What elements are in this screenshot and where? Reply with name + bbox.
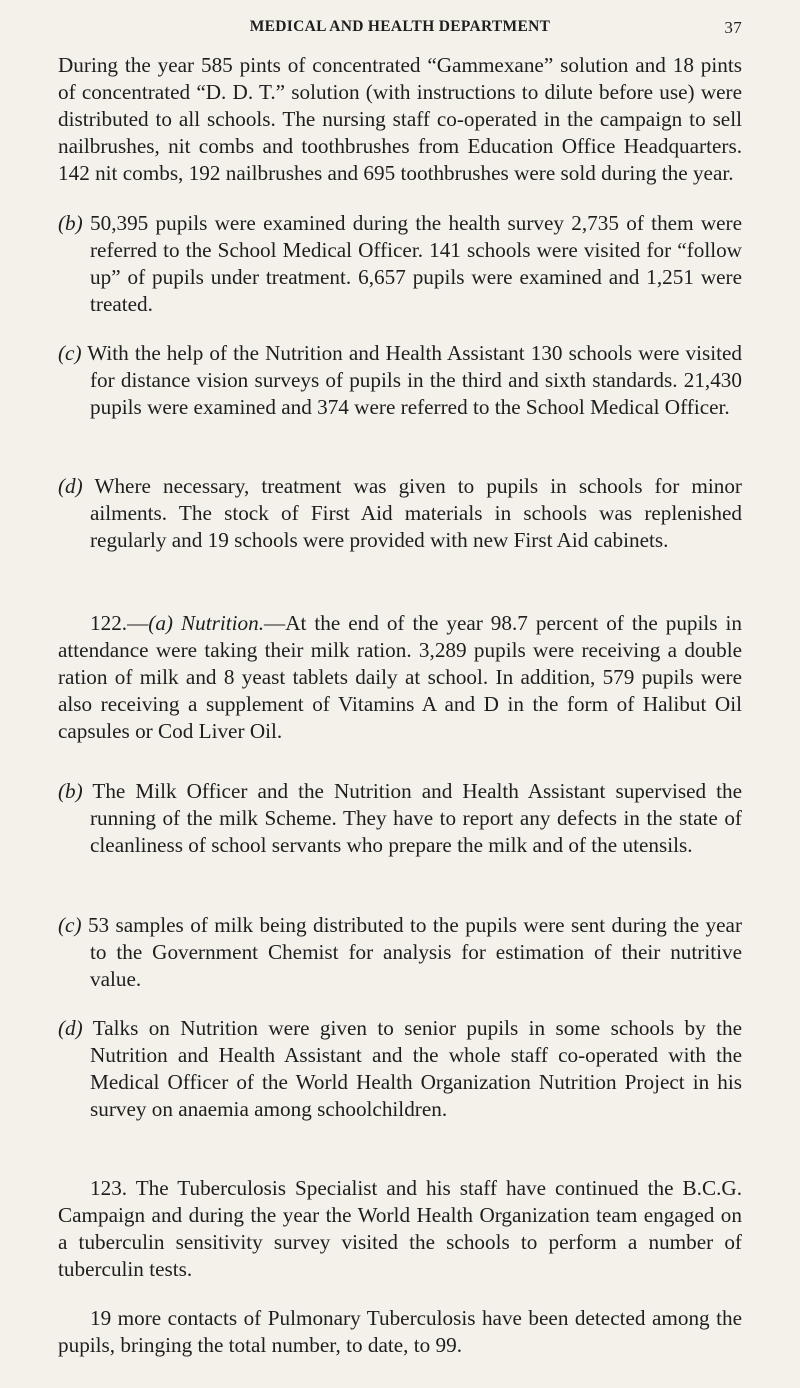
paragraph-text: With the help of the Nutrition and Health Assistant 130 schools were visited for distance vision surveys of pupils in the third and sixth standards. 21,430 pupils were examined and 374 were referred to the School Medical Officer. <box>87 341 742 419</box>
paragraph-text: 53 samples of milk being distributed to the pupils were sent during the year to the Government Chemist for analysis for estimation of their nutritive value. <box>87 913 743 991</box>
paragraph-text: 123. The Tuberculosis Specialist and his staff have continued the B.C.G. Campaign and during the year the World Health Organization team engaged on a tuberculin sensitivity survey visited the schools to perform a number of tuberculin tests. <box>58 1176 742 1281</box>
paragraph-label: (d) <box>58 1016 83 1040</box>
paragraph-text: During the year 585 pints of concentrated “Gammexane” solution and 18 pints of concentrated “D. D. T.” solution (with instructions to dilute before use) were distributed to all schools. The nursing staff co-operated in the campaign to sell nailbrushes, nit combs and toothbrushes from Education Office Headquarters. 142 nit combs, 192 nailbrushes and 695 toothbrushes were sold during the year. <box>58 53 742 185</box>
paragraph-text: Where necessary, treatment was given to pupils in schools for minor ailments. The stock of First Aid materials in schools was replenished regularly and 19 schools were provided with new First Aid cabinets. <box>90 474 742 552</box>
paragraph-label: (b) <box>58 779 83 803</box>
paragraph-label: (a) <box>148 611 173 635</box>
section-number: 122.— <box>90 611 149 635</box>
paragraph-gammexane <box>58 52 742 187</box>
paragraph-health-survey <box>58 210 742 318</box>
paragraph-label: (b) <box>58 211 83 235</box>
paragraph-text: 19 more contacts of Pulmonary Tuberculosis have been detected among the pupils, bringing the total number, to date, to 99. <box>58 1306 742 1357</box>
paragraph-nutrition-talks <box>58 1015 742 1123</box>
paragraph-tb-contacts <box>58 1305 742 1359</box>
paragraph-label: (c) <box>58 341 82 365</box>
paragraph-minor-ailments <box>58 473 742 554</box>
paragraph-text: The Milk Officer and the Nutrition and Health Assistant supervised the running of the milk Scheme. They have to report any defects in the state of cleanliness of school servants who prepare the milk and of the utensils. <box>90 779 742 857</box>
paragraph-text: 50,395 pupils were examined during the health survey 2,735 of them were referred to the School Medical Officer. 141 schools were visited for “follow up” of pupils under treatment. 6,657 pupils were examined and 1,251 were treated. <box>90 211 742 316</box>
paragraph-milk-samples <box>58 912 742 993</box>
page-number: 37 <box>724 18 742 37</box>
running-title: MEDICAL AND HEALTH DEPARTMENT <box>249 18 551 35</box>
paragraph-text: Talks on Nutrition were given to senior pupils in some schools by the Nutrition and Health Assistant and the whole staff co-operated with the Medical Officer of the World Health Organization Nutrition Project in his survey on anaemia among schoolchildren. <box>90 1016 742 1121</box>
paragraph-label: (c) <box>58 913 82 937</box>
paragraph-nutrition <box>58 610 742 745</box>
page-header <box>58 12 742 40</box>
section-title: Nutrition. <box>180 611 264 635</box>
paragraph-milk-scheme <box>58 778 742 859</box>
paragraph-text: —At the end of the year 98.7 percent of the pupils in attendance were taking their milk ration. 3,289 pupils were receiving a double ration of milk and 8 yeast tablets daily at school. In addition, 579 pupils were also receiving a supplement of Vitamins A and D in the form of Halibut Oil capsules or Cod Liver Oil. <box>58 611 743 743</box>
paragraph-label: (d) <box>58 474 83 498</box>
paragraph-tuberculosis <box>58 1175 742 1283</box>
paragraph-vision-survey <box>58 340 742 421</box>
